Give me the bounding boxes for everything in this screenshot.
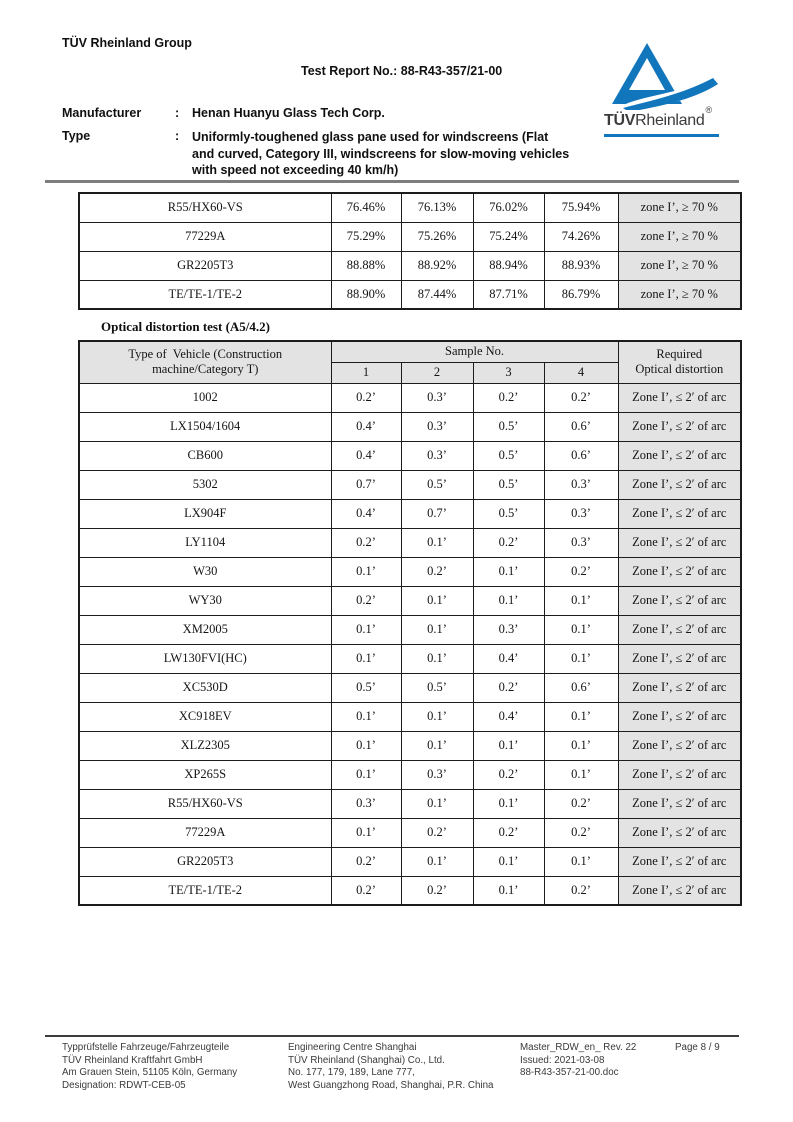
table-row xyxy=(79,528,741,557)
vehicle-type-cell: XC918EV xyxy=(79,702,331,731)
sample-value-cell: 0.1’ xyxy=(331,818,401,847)
required-value-cell: Zone I’, ≤ 2′ of arc xyxy=(618,644,741,673)
vehicle-type-cell: XC530D xyxy=(79,673,331,702)
sample-3-header: 3 xyxy=(473,362,544,383)
manufacturer-label: Manufacturer xyxy=(62,106,142,120)
required-value-cell: Zone I’, ≤ 2′ of arc xyxy=(618,470,741,499)
company-group-title: TÜV Rheinland Group xyxy=(62,36,192,50)
header-divider-rule xyxy=(45,180,739,183)
required-column-header xyxy=(618,341,741,383)
table-row xyxy=(79,615,741,644)
report-number: Test Report No.: 88-R43-357/21-00 xyxy=(301,64,503,78)
sample-value-cell: 0.3’ xyxy=(401,441,473,470)
sample-value-cell: 88.92% xyxy=(401,251,473,280)
vehicle-type-cell: R55/HX60-VS xyxy=(79,193,331,222)
vehicle-type-cell: WY30 xyxy=(79,586,331,615)
table-row xyxy=(79,470,741,499)
table-row xyxy=(79,847,741,876)
type-value-line: and curved, Category III, windscreens for slow-moving vehicles xyxy=(192,146,570,161)
sample-value-cell: 76.13% xyxy=(401,193,473,222)
required-value-cell: Zone I’, ≤ 2′ of arc xyxy=(618,876,741,905)
sample-value-cell: 0.3’ xyxy=(473,615,544,644)
sample-value-cell: 0.5’ xyxy=(473,412,544,441)
footer-line: Designation: RDWT-CEB-05 xyxy=(62,1079,186,1091)
sample-value-cell: 75.24% xyxy=(473,222,544,251)
footer-line: Typprüfstelle Fahrzeuge/Fahrzeugteile xyxy=(62,1042,230,1053)
required-value-cell: Zone I’, ≤ 2′ of arc xyxy=(618,847,741,876)
required-value-cell: zone I’, ≥ 70 % xyxy=(618,193,741,222)
footer-line: Engineering Centre Shanghai xyxy=(288,1042,417,1053)
sample-value-cell: 0.2’ xyxy=(401,876,473,905)
table-row xyxy=(79,586,741,615)
table-row xyxy=(79,412,741,441)
sample-value-cell: 75.94% xyxy=(544,193,618,222)
sample-value-cell: 0.1’ xyxy=(473,586,544,615)
sample-value-cell: 0.6’ xyxy=(544,441,618,470)
sample-value-cell: 0.6’ xyxy=(544,412,618,441)
sample-value-cell: 0.5’ xyxy=(401,673,473,702)
vehicle-column-header xyxy=(79,341,331,383)
sample-value-cell: 0.1’ xyxy=(401,528,473,557)
sample-value-cell: 0.5’ xyxy=(473,499,544,528)
table-row xyxy=(79,644,741,673)
table-row xyxy=(79,280,741,309)
table-row xyxy=(79,557,741,586)
sample-value-cell: 0.1’ xyxy=(401,586,473,615)
sample-value-cell: 0.1’ xyxy=(401,702,473,731)
sample-value-cell: 0.2’ xyxy=(401,818,473,847)
table-row xyxy=(79,441,741,470)
sample-value-cell: 0.1’ xyxy=(473,557,544,586)
light-transmittance-table xyxy=(78,192,742,310)
sample-value-cell: 0.1’ xyxy=(401,615,473,644)
sample-value-cell: 0.1’ xyxy=(544,760,618,789)
sample-value-cell: 0.1’ xyxy=(544,586,618,615)
sample-value-cell: 0.1’ xyxy=(331,644,401,673)
sample-value-cell: 0.2’ xyxy=(544,876,618,905)
vehicle-type-cell: TE/TE-1/TE-2 xyxy=(79,280,331,309)
vehicle-type-cell: 77229A xyxy=(79,222,331,251)
sample-value-cell: 86.79% xyxy=(544,280,618,309)
sample-value-cell: 0.4’ xyxy=(331,412,401,441)
vehicle-type-cell: XLZ2305 xyxy=(79,731,331,760)
vehicle-type-cell: LW130FVI(HC) xyxy=(79,644,331,673)
tuv-rheinland-logo xyxy=(604,42,726,137)
sample-value-cell: 88.93% xyxy=(544,251,618,280)
table-row xyxy=(79,499,741,528)
logo-underline xyxy=(604,134,719,137)
footer-document-info xyxy=(520,1042,636,1080)
sample-value-cell: 0.1’ xyxy=(401,731,473,760)
vehicle-type-cell: 77229A xyxy=(79,818,331,847)
footer-line: Am Grauen Stein, 51105 Köln, Germany xyxy=(62,1067,238,1079)
manufacturer-value: Henan Huanyu Glass Tech Corp. xyxy=(192,106,385,120)
type-label: Type xyxy=(62,129,91,143)
sample-value-cell: 76.02% xyxy=(473,193,544,222)
sample-value-cell: 0.2’ xyxy=(473,760,544,789)
required-value-cell: zone I’, ≥ 70 % xyxy=(618,280,741,309)
sample-value-cell: 0.1’ xyxy=(331,615,401,644)
sample-2-header: 2 xyxy=(401,362,473,383)
vehicle-type-cell: TE/TE-1/TE-2 xyxy=(79,876,331,905)
required-value-cell: zone I’, ≥ 70 % xyxy=(618,251,741,280)
sample-value-cell: 0.2’ xyxy=(331,528,401,557)
sample-value-cell: 0.5’ xyxy=(401,470,473,499)
type-value-line: with speed not exceeding 40 km/h) xyxy=(192,163,399,177)
vehicle-type-cell: LY1104 xyxy=(79,528,331,557)
table-header-row xyxy=(79,341,741,362)
table-row xyxy=(79,222,741,251)
footer-line: No. 177, 179, 189, Lane 777, xyxy=(288,1067,415,1079)
manufacturer-colon: : xyxy=(175,106,180,120)
vehicle-type-cell: LX1504/1604 xyxy=(79,412,331,441)
table-row xyxy=(79,383,741,412)
sample-value-cell: 0.3’ xyxy=(331,789,401,818)
type-value xyxy=(192,129,569,179)
footer-line: Page 8 / 9 xyxy=(675,1042,720,1053)
table-row xyxy=(79,673,741,702)
footer-line: West Guangzhong Road, Shanghai, P.R. China xyxy=(288,1079,494,1091)
sample-value-cell: 0.1’ xyxy=(473,789,544,818)
table-row xyxy=(79,818,741,847)
sample-value-cell: 0.4’ xyxy=(331,441,401,470)
sample-value-cell: 88.90% xyxy=(331,280,401,309)
sample-value-cell: 76.46% xyxy=(331,193,401,222)
logo-tuv-text: TÜV xyxy=(604,112,636,129)
vehicle-type-cell: XP265S xyxy=(79,760,331,789)
type-row xyxy=(62,129,569,179)
vehicle-type-cell: R55/HX60-VS xyxy=(79,789,331,818)
vehicle-type-cell: XM2005 xyxy=(79,615,331,644)
required-value-cell: Zone I’, ≤ 2′ of arc xyxy=(618,528,741,557)
sample-value-cell: 87.44% xyxy=(401,280,473,309)
footer-line: Master_RDW_en_ Rev. 22 xyxy=(520,1042,637,1053)
registered-trademark-icon: ® xyxy=(705,105,712,115)
footer-line: TÜV Rheinland Kraftfahrt GmbH xyxy=(62,1054,203,1066)
sample-value-cell: 0.2’ xyxy=(473,383,544,412)
sample-value-cell: 0.4’ xyxy=(331,499,401,528)
sample-value-cell: 0.7’ xyxy=(401,499,473,528)
sample-value-cell: 0.2’ xyxy=(331,876,401,905)
sample-value-cell: 0.1’ xyxy=(473,847,544,876)
footer-address-germany xyxy=(62,1042,237,1092)
sample-value-cell: 0.2’ xyxy=(544,789,618,818)
required-value-cell: Zone I’, ≤ 2′ of arc xyxy=(618,441,741,470)
sample-value-cell: 75.29% xyxy=(331,222,401,251)
footer-page-number xyxy=(675,1042,720,1055)
sample-1-header: 1 xyxy=(331,362,401,383)
sample-value-cell: 0.1’ xyxy=(544,644,618,673)
manufacturer-row xyxy=(62,106,385,120)
type-colon: : xyxy=(175,129,180,143)
sample-value-cell: 87.71% xyxy=(473,280,544,309)
required-value-cell: Zone I’, ≤ 2′ of arc xyxy=(618,731,741,760)
vehicle-type-cell: GR2205T3 xyxy=(79,251,331,280)
sample-value-cell: 88.88% xyxy=(331,251,401,280)
vehicle-type-cell: GR2205T3 xyxy=(79,847,331,876)
table-row xyxy=(79,251,741,280)
sample-value-cell: 0.2’ xyxy=(473,818,544,847)
sample-value-cell: 0.2’ xyxy=(473,528,544,557)
required-value-cell: Zone I’, ≤ 2′ of arc xyxy=(618,702,741,731)
sample-value-cell: 0.5’ xyxy=(473,441,544,470)
sample-value-cell: 0.6’ xyxy=(544,673,618,702)
vehicle-type-cell: 5302 xyxy=(79,470,331,499)
sample-value-cell: 0.1’ xyxy=(544,731,618,760)
sample-value-cell: 0.2’ xyxy=(544,818,618,847)
type-value-line: Uniformly-toughened glass pane used for windscreens (Flat xyxy=(192,130,549,144)
sample-value-cell: 0.5’ xyxy=(473,470,544,499)
vehicle-type-cell: LX904F xyxy=(79,499,331,528)
footer-divider-rule xyxy=(45,1035,739,1037)
sample-value-cell: 0.2’ xyxy=(473,673,544,702)
required-value-cell: Zone I’, ≤ 2′ of arc xyxy=(618,818,741,847)
table-row xyxy=(79,760,741,789)
table-row xyxy=(79,702,741,731)
required-value-cell: Zone I’, ≤ 2′ of arc xyxy=(618,673,741,702)
section-heading: Optical distortion test (A5/4.2) xyxy=(101,319,270,334)
vehicle-type-cell: W30 xyxy=(79,557,331,586)
sample-no-header: Sample No. xyxy=(331,341,618,362)
required-value-cell: Zone I’, ≤ 2′ of arc xyxy=(618,557,741,586)
sample-value-cell: 0.1’ xyxy=(473,876,544,905)
sample-value-cell: 0.2’ xyxy=(544,383,618,412)
sample-value-cell: 0.1’ xyxy=(401,644,473,673)
required-header-line: Required xyxy=(656,347,703,362)
required-value-cell: Zone I’, ≤ 2′ of arc xyxy=(618,412,741,441)
sample-value-cell: 0.1’ xyxy=(401,847,473,876)
tuv-rheinland-wordmark xyxy=(604,105,726,130)
footer-address-shanghai xyxy=(288,1042,494,1092)
sample-value-cell: 0.1’ xyxy=(331,702,401,731)
sample-value-cell: 0.2’ xyxy=(401,557,473,586)
sample-value-cell: 0.4’ xyxy=(473,702,544,731)
required-value-cell: Zone I’, ≤ 2′ of arc xyxy=(618,789,741,818)
optical-distortion-table xyxy=(78,340,742,906)
table-row xyxy=(79,193,741,222)
sample-value-cell: 88.94% xyxy=(473,251,544,280)
table-row xyxy=(79,789,741,818)
vehicle-header-line: machine/Category T) xyxy=(152,362,259,377)
footer-line: 88-R43-357-21-00.doc xyxy=(520,1067,619,1079)
required-value-cell: Zone I’, ≤ 2′ of arc xyxy=(618,760,741,789)
sample-4-header: 4 xyxy=(544,362,618,383)
sample-value-cell: 0.1’ xyxy=(544,847,618,876)
tuv-triangle-icon xyxy=(609,42,721,110)
table-row xyxy=(79,876,741,905)
vehicle-type-cell: 1002 xyxy=(79,383,331,412)
required-value-cell: Zone I’, ≤ 2′ of arc xyxy=(618,499,741,528)
sample-value-cell: 0.1’ xyxy=(331,731,401,760)
sample-value-cell: 0.7’ xyxy=(331,470,401,499)
sample-value-cell: 0.2’ xyxy=(331,383,401,412)
required-value-cell: Zone I’, ≤ 2′ of arc xyxy=(618,383,741,412)
required-value-cell: Zone I’, ≤ 2′ of arc xyxy=(618,586,741,615)
logo-rheinland-text: Rheinland xyxy=(635,112,705,129)
sample-value-cell: 0.1’ xyxy=(473,731,544,760)
sample-value-cell: 0.1’ xyxy=(401,789,473,818)
sample-value-cell: 0.3’ xyxy=(401,412,473,441)
sample-value-cell: 0.1’ xyxy=(544,615,618,644)
footer-line: Issued: 2021-03-08 xyxy=(520,1054,605,1066)
sample-value-cell: 0.3’ xyxy=(544,499,618,528)
sample-value-cell: 0.3’ xyxy=(544,470,618,499)
table-row xyxy=(79,731,741,760)
sample-value-cell: 0.5’ xyxy=(331,673,401,702)
sample-value-cell: 0.2’ xyxy=(331,847,401,876)
required-value-cell: zone I’, ≥ 70 % xyxy=(618,222,741,251)
sample-value-cell: 0.1’ xyxy=(331,760,401,789)
sample-value-cell: 0.3’ xyxy=(401,383,473,412)
sample-value-cell: 75.26% xyxy=(401,222,473,251)
sample-value-cell: 0.3’ xyxy=(401,760,473,789)
required-value-cell: Zone I’, ≤ 2′ of arc xyxy=(618,615,741,644)
sample-value-cell: 0.3’ xyxy=(544,528,618,557)
sample-value-cell: 0.1’ xyxy=(544,702,618,731)
sample-value-cell: 0.1’ xyxy=(331,557,401,586)
sample-value-cell: 74.26% xyxy=(544,222,618,251)
vehicle-type-cell: CB600 xyxy=(79,441,331,470)
sample-value-cell: 0.4’ xyxy=(473,644,544,673)
required-header-line: Optical distortion xyxy=(635,362,724,377)
footer-line: TÜV Rheinland (Shanghai) Co., Ltd. xyxy=(288,1054,445,1066)
vehicle-header-line: Type of Vehicle (Construction xyxy=(128,347,283,362)
sample-value-cell: 0.2’ xyxy=(331,586,401,615)
sample-value-cell: 0.2’ xyxy=(544,557,618,586)
